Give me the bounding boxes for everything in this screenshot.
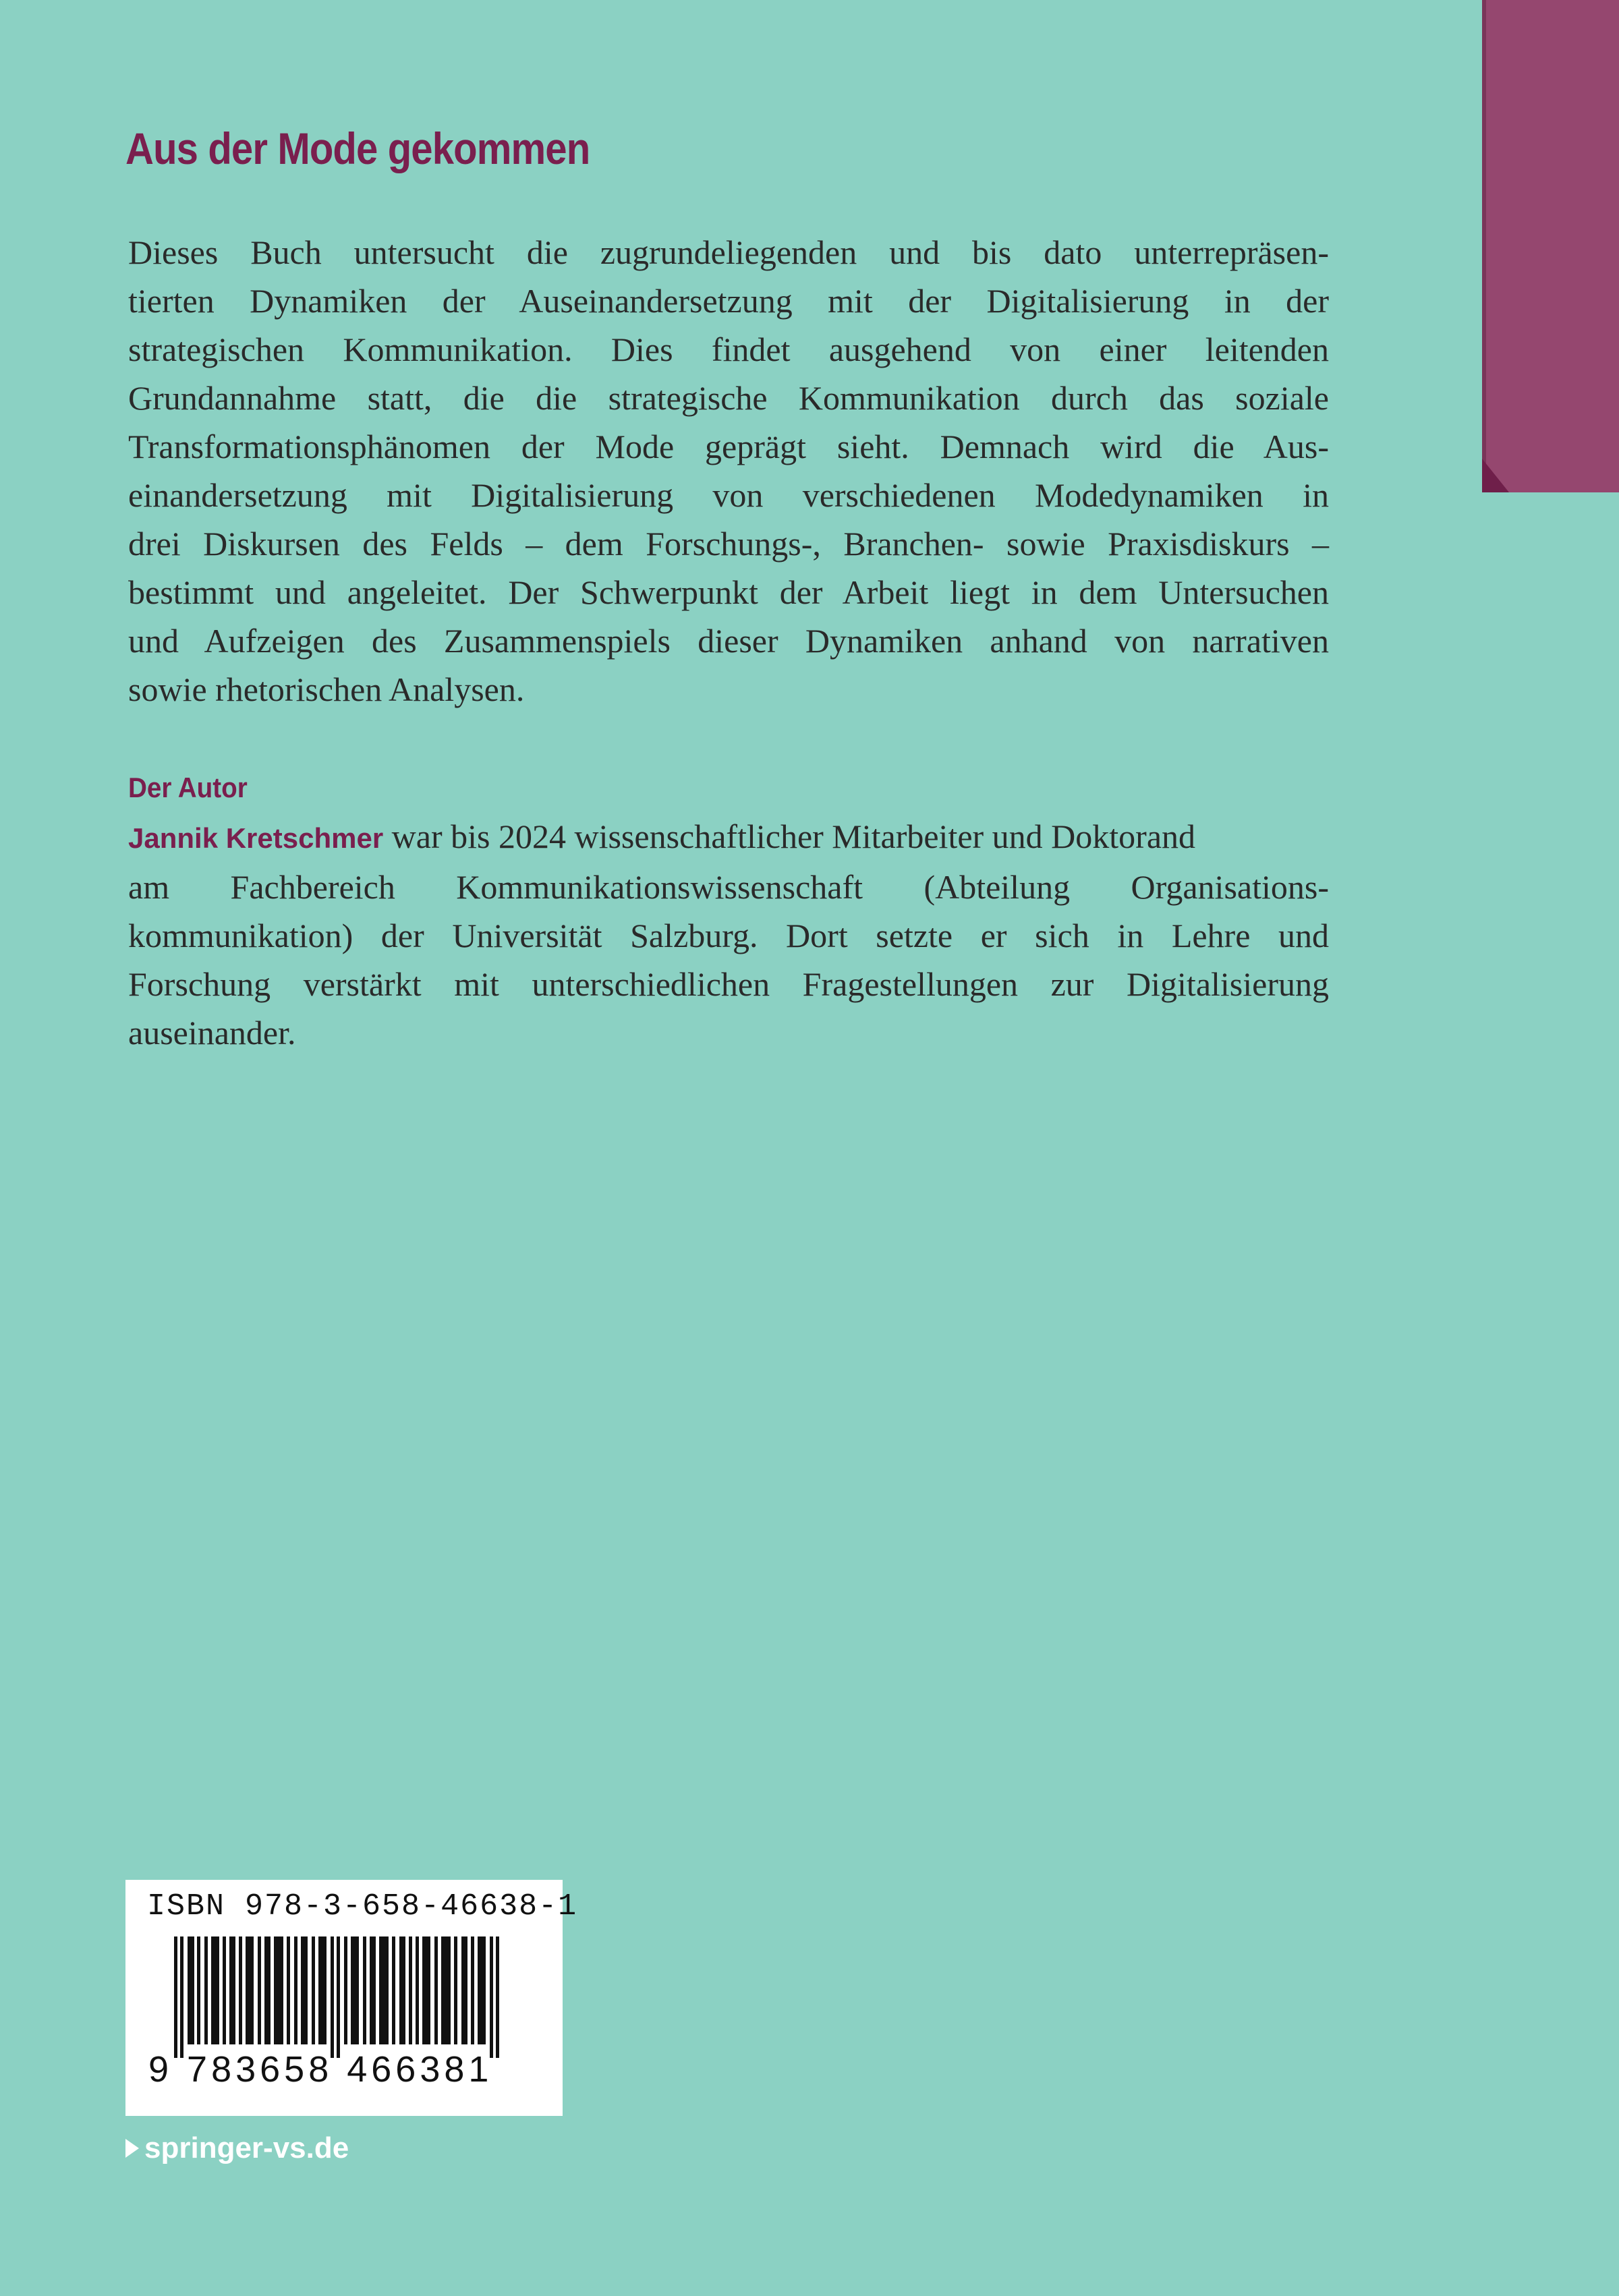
author-bio-line: auseinander. (128, 1014, 296, 1052)
abstract-line: Grundannahme statt, die die strategische Kommunikation durch das soziale (128, 379, 1329, 417)
spine-notch (1482, 459, 1509, 492)
publisher-website-link[interactable] (125, 2131, 349, 2165)
abstract-line: und Aufzeigen des Zusammenspiels dieser Dynamiken anhand von narrativen (128, 622, 1329, 660)
author-bio-line: kommunikation) der Universität Salzburg. Dort setzte er sich in Lehre und (128, 917, 1329, 954)
abstract-line: bestimmt und angeleitet. Der Schwerpunkt der Arbeit liegt in dem Untersuchen (128, 573, 1329, 611)
author-section (128, 764, 1329, 1057)
spine-color-tab (1482, 0, 1619, 492)
author-bio-text: war bis 2024 wissenschaftlicher Mitarbeiter und Doktorand (383, 817, 1196, 855)
abstract-line: Transformationsphänomen der Mode geprägt sieht. Demnach wird die Aus- (128, 428, 1329, 465)
isbn-barcode (125, 1880, 578, 2116)
abstract-line: drei Diskursen des Felds – dem Forschungs-, Branchen- sowie Praxisdiskurs – (128, 525, 1329, 563)
abstract-line: strategischen Kommunikation. Dies findet ausgehend von einer leitenden (128, 331, 1329, 368)
isbn-label: ISBN 978-3-658-46638-1 (147, 1889, 578, 1924)
abstract-line: sowie rhetorischen Analysen. (128, 670, 525, 708)
abstract-line: Dieses Buch untersucht die zugrundeliegenden und bis dato unterrepräsen- (128, 233, 1329, 271)
abstract (128, 228, 1329, 714)
book-title: Aus der Mode gekommen (125, 123, 590, 173)
author-heading: Der Autor (128, 772, 248, 803)
author-bio-line: Forschung verstärkt mit unterschiedlichen Fragestellungen zur Digitalisierung (128, 965, 1329, 1003)
barcode-digits: 9 783658 466381 (148, 2049, 493, 2090)
author-bio-line: am Fachbereich Kommunikationswissenschaft (Abteilung Organisations- (128, 868, 1329, 906)
arrow-right-icon (125, 2139, 139, 2158)
abstract-line: tierten Dynamiken der Auseinandersetzung mit der Digitalisierung in der (128, 282, 1329, 320)
author-bio-line (128, 812, 1329, 863)
website-label: springer-vs.de (144, 2131, 349, 2164)
author-name: Jannik Kretschmer (128, 822, 384, 854)
barcode-bars-icon (174, 1936, 511, 2058)
abstract-line: einandersetzung mit Digitalisierung von verschiedenen Modedynamiken in (128, 476, 1329, 514)
